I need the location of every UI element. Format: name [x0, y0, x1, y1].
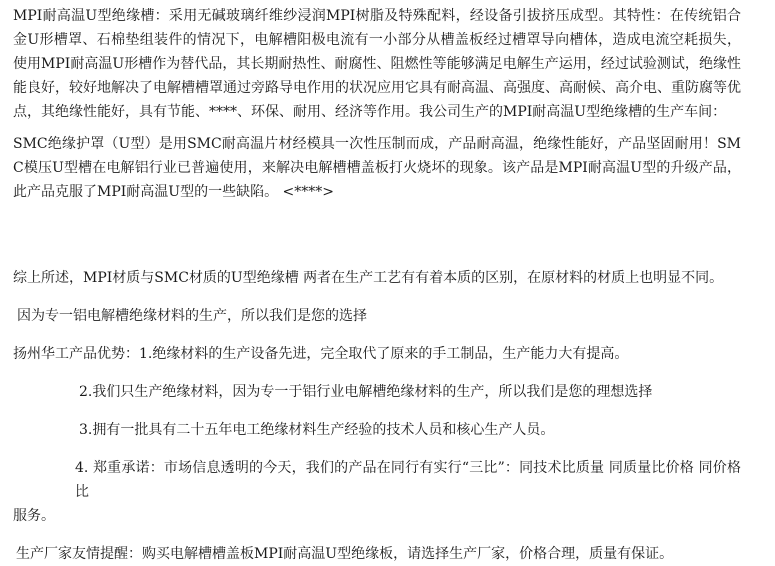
- paragraph-reminder: 生产厂家友情提醒：购买电解槽槽盖板MPI耐高温U型绝缘板，请选择生产厂家，价格合理，质量有保证。: [16, 546, 674, 562]
- advantages-lead: 扬州华工产品优势：: [13, 346, 139, 362]
- paragraph-smc-intro: SMC绝缘护罩（U型）是用SMC耐高温片材经模具一次性压制而成，产品耐高温，绝缘性能好，产品坚固耐用！SMC模压U型槽在电解铝行业已普遍使用，来解决电解槽槽盖板打火烧坏的现象。该产品是MPI耐高温U型的升级产品，此产品克服了MPI耐高温U型的一些缺陷。 <****>: [13, 136, 741, 200]
- advantage-item-4-continuation: 服务。: [13, 508, 55, 524]
- advantage-item-3: 3.拥有一批具有二十五年电工绝缘材料生产经验的技术人员和核心生产人员。: [79, 422, 555, 438]
- advantage-item-2: 2.我们只生产绝缘材料，因为专一于铝行业电解槽绝缘材料的生产，所以我们是您的理想选择: [79, 384, 653, 400]
- paragraph-mpi-intro: MPI耐高温U型绝缘槽：采用无碱玻璃纤维纱浸润MPI树脂及特殊配料，经设备引拔挤压成型。其特性：在传统铝合金U形槽罩、石棉垫组装件的情况下，电解槽阳极电流有一小部分从槽盖板经过槽罩导向槽体，造成电流空耗损失， 使用MPI耐高温U形槽作为替代品，其长期耐热性、耐腐性、阻燃性等能够满足电解生产运用，经过试验测试，绝缘性能良好，较好地解决了电解槽槽罩通过旁路导电作用的状况应用它具有耐高温、高强度、高耐候、高介电、重防腐等优点，其绝缘性能好，具有节能、****、环保、耐用、经济等作用。我公司生产的MPI耐高温U型绝缘槽的生产车间：: [13, 8, 741, 120]
- advantage-item-4: 4. 郑重承诺：市场信息透明的今天，我们的产品在同行有实行“三比”：同技术比质量 同质量比价格 同价格比 服务。: [13, 456, 741, 528]
- paragraph-choice: 因为专一铝电解槽绝缘材料的生产，所以我们是您的选择: [17, 308, 367, 324]
- article-body: [13, 4, 741, 566]
- advantage-item-1: 扬州华工产品优势：1.绝缘材料的生产设备先进，完全取代了原来的手工制品，生产能力大有提高。: [13, 346, 629, 362]
- paragraph-summary: 综上所述，MPI材质与SMC材质的U型绝缘槽 两者在生产工艺有有着本质的区别，在原材料的材质上也明显不同。: [13, 270, 724, 286]
